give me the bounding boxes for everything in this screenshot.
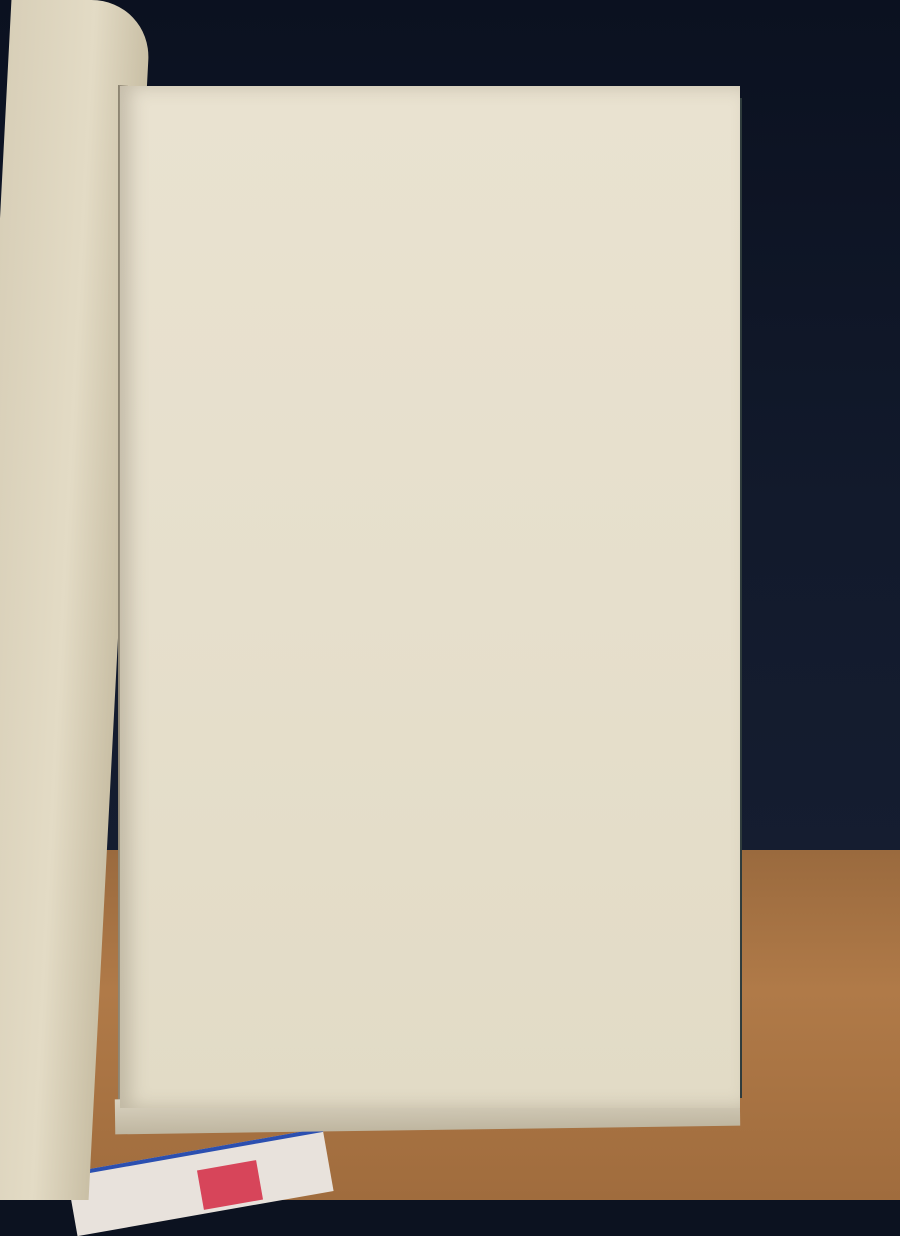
book-page bbox=[120, 86, 740, 1108]
